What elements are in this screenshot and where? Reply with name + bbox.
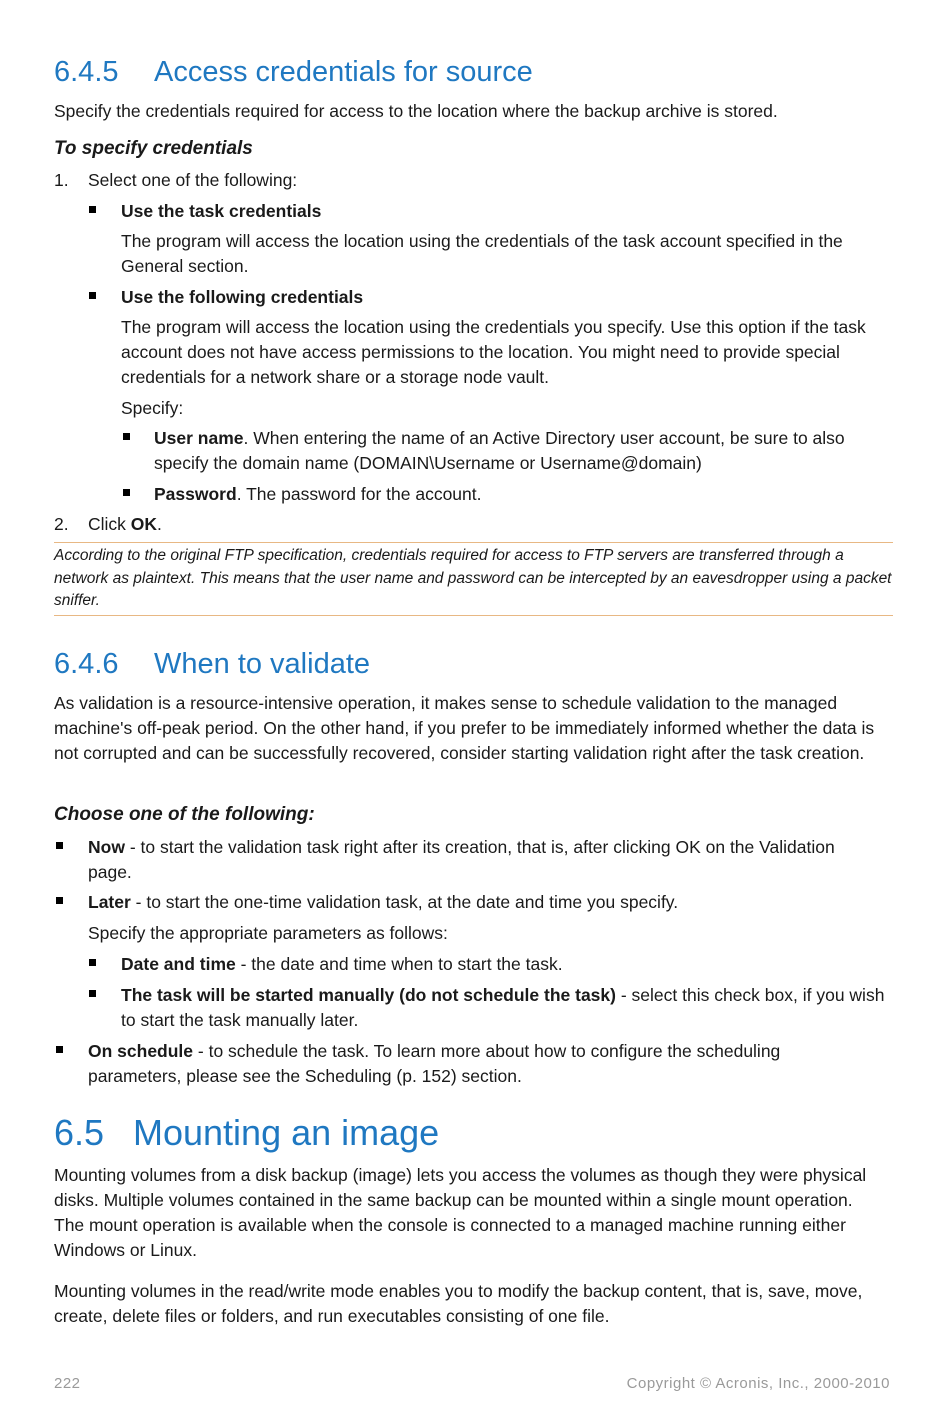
procedure-heading: Choose one of the following:: [54, 804, 315, 825]
section-title: Mounting an image: [133, 1112, 440, 1153]
section-title: When to validate: [154, 648, 371, 680]
password-item: Password. The password for the account.: [154, 484, 482, 504]
option-later: Later - to start the one-time validation task, at the date and time you specify.: [88, 892, 679, 912]
section-number: 6.4.6: [54, 648, 119, 680]
section-intro: Specify the credentials required for access to the location where the backup archive is stored.: [54, 101, 778, 121]
step-text: Select one of the following:: [88, 170, 298, 190]
param-date-time: Date and time - the date and time when to start the task.: [121, 954, 563, 974]
option-label: Use the task credentials: [121, 201, 322, 221]
user-name-item: User name. When entering the name of an Active Directory user account, be sure to also specify the domain name (DOMAIN\Username or Username@domain): [154, 428, 845, 473]
paragraph: Mounting volumes from a disk backup (image) lets you access the volumes as though they were physical disks. Multiple volumes contained in the same backup can be mounted within a single mount operation. The mount operation is available when the console is connected to a managed machine running either Windows or Linux.: [54, 1165, 867, 1260]
section-heading-6-4-5: [54, 55, 533, 89]
section-title: Access credentials for source: [154, 56, 533, 88]
section-heading-6-4-6: [54, 647, 371, 681]
param-manual: The task will be started manually (do not schedule the task) - select this check box, if you wish to start the task manually later.: [121, 985, 885, 1030]
note-box: According to the original FTP specification, credentials required for access to FTP servers are transferred through a network as plaintext. This means that the user name and password can be intercepted by an eavesdropper using a packet sniffer.: [54, 542, 893, 616]
paragraph: Mounting volumes in the read/write mode enables you to modify the backup content, that is, save, move, create, delete files or folders, and run executables consisting of one file.: [54, 1281, 863, 1326]
option-on-schedule: On schedule - to schedule the task. To learn more about how to configure the scheduling parameters, please see the Scheduling (p. 152) section.: [88, 1041, 781, 1086]
procedure-heading: To specify credentials: [54, 138, 253, 159]
section-number: 6.5: [54, 1112, 105, 1153]
section-intro: As validation is a resource-intensive operation, it makes sense to schedule validation to the managed machine's off-peak period. On the other hand, if you prefer to be immediately informed whether the data is not corrupted and can be successfully recovered, consider starting validation right after the task creation.: [54, 693, 875, 763]
copyright-text: Copyright © Acronis, Inc., 2000-2010: [626, 1375, 890, 1392]
bullet-icon: [123, 433, 130, 440]
bullet-icon: [123, 489, 130, 496]
step-number: 1.: [54, 170, 69, 190]
bullet-icon: [56, 1046, 63, 1053]
later-params-text: Specify the appropriate parameters as follows:: [88, 923, 448, 943]
section-number: 6.4.5: [54, 56, 119, 88]
section-heading-6-5: [54, 1112, 440, 1154]
step-text: Click OK.: [88, 514, 162, 534]
specify-label: Specify:: [121, 398, 184, 418]
bullet-icon: [89, 292, 96, 299]
option-now: Now - to start the validation task right after its creation, that is, after clicking OK on the Validation page.: [88, 837, 835, 882]
page-number: 222: [54, 1375, 81, 1392]
step-number: 2.: [54, 514, 69, 534]
bullet-icon: [89, 959, 96, 966]
option-label: Use the following credentials: [121, 287, 364, 307]
bullet-icon: [56, 842, 63, 849]
bullet-icon: [89, 206, 96, 213]
bullet-icon: [89, 990, 96, 997]
option-description: The program will access the location using the credentials of the task account specified in the General section.: [121, 231, 843, 276]
bullet-icon: [56, 897, 63, 904]
option-description: The program will access the location using the credentials you specify. Use this option if the task account does not have access permissions to the location. You might need to provide special credentials for a network share or a storage node vault.: [121, 317, 866, 387]
